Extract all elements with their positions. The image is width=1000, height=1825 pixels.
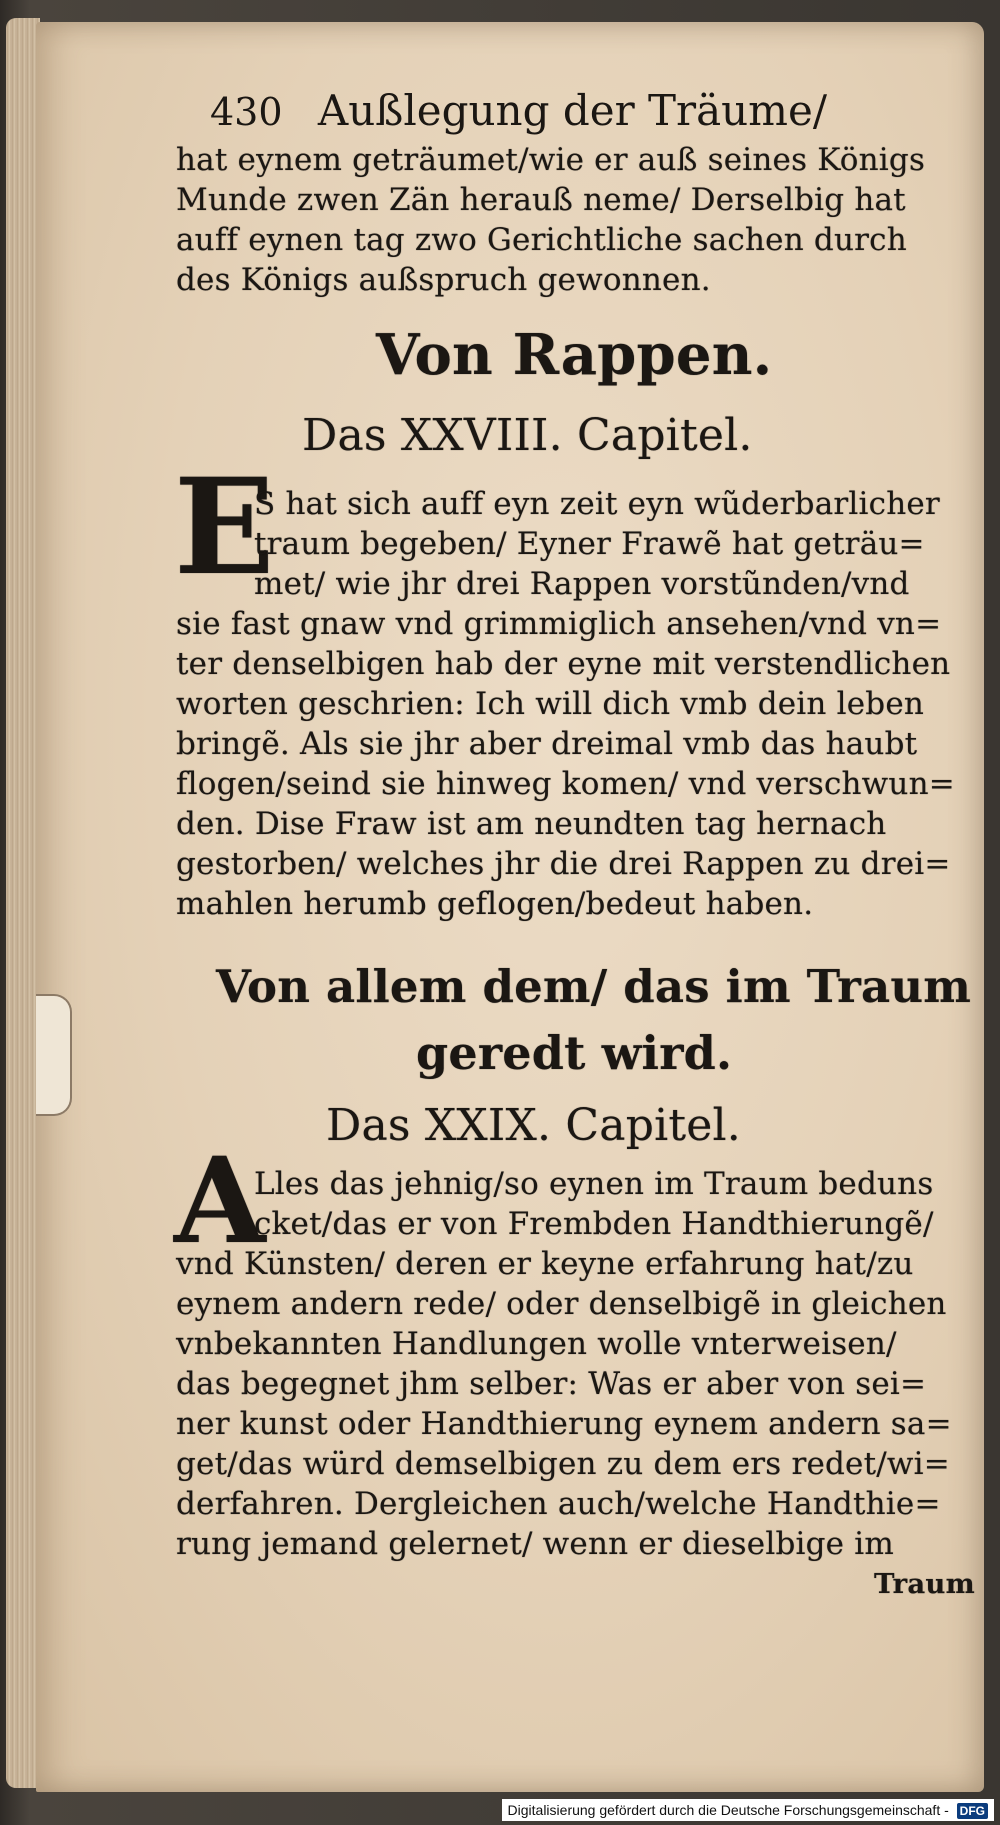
text-line: sie fast gnaw vnd grimmiglich ansehen/vnd vn=	[176, 606, 942, 642]
running-head-title: Außlegung der Träume/	[317, 86, 828, 135]
drop-cap: A	[174, 1131, 266, 1270]
text-line: des Königs außspruch gewonnen.	[176, 262, 711, 298]
catchword: Traum	[874, 1568, 975, 1600]
text-line: met/ wie jhr drei Rappen vorstũnden/vnd	[254, 566, 910, 602]
digitization-footer	[502, 1799, 994, 1821]
text-line: worten geschrien: Ich will dich vmb dein leben	[176, 686, 925, 722]
text-line: traum begeben/ Eyner Frawẽ hat geträu=	[254, 526, 925, 562]
text-line: cket/das er von Frembden Handthierungẽ/	[254, 1206, 934, 1242]
text-line: rung jemand gelernet/ wenn er dieselbige im	[176, 1526, 894, 1562]
chapter-title: geredt wird.	[416, 1026, 733, 1080]
text-line: get/das würd demselbigen zu dem ers redet/wi=	[176, 1446, 950, 1482]
text-line: ter denselbigen hab der eyne mit verstendlichen	[176, 646, 951, 682]
text-line: vnd Künsten/ deren er keyne erfahrung hat/zu	[176, 1246, 914, 1282]
text-line: S hat sich auff eyn zeit eyn wũderbarlicher	[254, 486, 940, 522]
dfg-logo: DFG	[957, 1803, 988, 1819]
text-line: Lles das jehnig/so eynen im Traum beduns	[254, 1166, 934, 1202]
text-line: derfahren. Dergleichen auch/welche Handthie=	[176, 1486, 941, 1522]
text-line: ner kunst oder Handthierung eynem andern sa=	[176, 1406, 952, 1442]
text-line: mahlen herumb geflogen/bedeut haben.	[176, 886, 814, 922]
text-line: vnbekannten Handlungen wolle vnterweisen/	[176, 1326, 897, 1362]
text-line: den. Dise Fraw ist am neundten tag hernach	[176, 806, 887, 842]
page-edge-stack	[6, 18, 40, 1788]
running-head	[210, 86, 827, 135]
book-page	[36, 22, 984, 1792]
drop-cap: E	[174, 450, 275, 605]
text-line: gestorben/ welches jhr die drei Rappen zu drei=	[176, 846, 951, 882]
text-line: bringẽ. Als sie jhr aber dreimal vmb das haubt	[176, 726, 918, 762]
chapter-title: Von Rappen.	[376, 322, 773, 388]
text-line: hat eynem geträumet/wie er auß seines Königs	[176, 142, 926, 178]
page-number: 430	[210, 90, 283, 134]
text-line: eynem andern rede/ oder denselbigẽ in gleichen	[176, 1286, 947, 1322]
page-tab-marker	[36, 994, 72, 1116]
text-line: auff eynen tag zwo Gerichtliche sachen durch	[176, 222, 907, 258]
text-line: flogen/seind sie hinweg komen/ vnd verschwun=	[176, 766, 955, 802]
footer-text: Digitalisierung gefördert durch die Deutsche Forschungsgemeinschaft -	[507, 1802, 949, 1818]
text-line: Munde zwen Zän herauß neme/ Derselbig hat	[176, 182, 906, 218]
text-line: das begegnet jhm selber: Was er aber von sei=	[176, 1366, 927, 1402]
chapter-subtitle: Das XXIX. Capitel.	[326, 1100, 741, 1151]
chapter-title: Von allem dem/ das im Traum	[216, 960, 972, 1013]
chapter-subtitle: Das XXVIII. Capitel.	[302, 410, 753, 461]
